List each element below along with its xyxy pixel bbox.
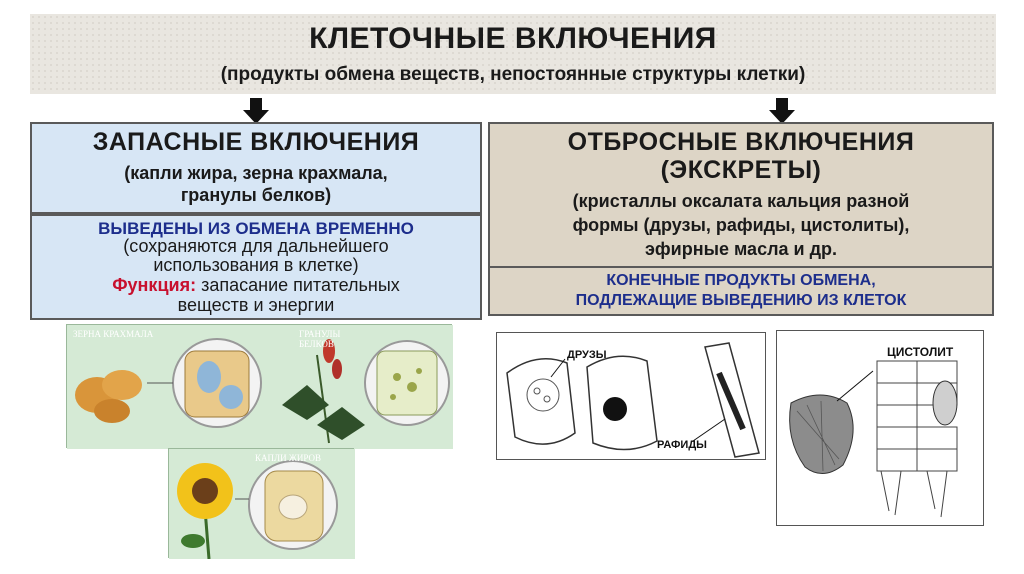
final-line1: КОНЕЧНЫЕ ПРОДУКТЫ ОБМЕНА, — [606, 272, 876, 289]
function-text1: запасание питательных — [201, 275, 400, 295]
final-line2: ПОДЛЕЖАЩИЕ ВЫВЕДЕНИЮ ИЗ КЛЕТОК — [575, 292, 907, 309]
excretory-desc-line2: формы (друзы, рафиды, цистолиты), — [572, 215, 910, 235]
removed-temporarily-text: ВЫВЕДЕНЫ ИЗ ОБМЕНА ВРЕМЕННО — [98, 219, 414, 238]
protein-label1: ГРАНУЛЫ — [299, 329, 341, 339]
druzy-label: ДРУЗЫ — [567, 349, 607, 361]
starch-protein-figure — [66, 324, 452, 448]
druzy-raphids-figure — [496, 332, 766, 460]
excretory-desc-line1: (кристаллы оксалата кальция разной — [572, 191, 910, 211]
page-subtitle: (продукты обмена веществ, непостоянные структуры клетки) — [220, 64, 806, 85]
protein-label2: БЕЛКОВ — [299, 339, 334, 349]
cystolith-illustration — [777, 331, 985, 527]
cystolith-figure — [776, 330, 984, 526]
excretory-desc-line3: эфирные масла и др. — [644, 239, 838, 259]
druzy-raphids-illustration — [497, 333, 767, 461]
header-banner — [30, 14, 996, 94]
storage-inclusions-box — [30, 122, 482, 214]
raphids-label: РАФИДЫ — [657, 439, 707, 451]
cystolith-label: ЦИСТОЛИТ — [887, 345, 954, 359]
excretory-heading2: (ЭКСКРЕТЫ) — [660, 156, 822, 184]
storage-desc-line2: гранулы белков) — [180, 185, 332, 205]
excretory-inclusions-box — [488, 122, 994, 268]
function-label: Функция: — [112, 275, 197, 295]
kept-line2: использования в клетке) — [153, 255, 359, 275]
fat-label: КАПЛИ ЖИРОВ — [255, 453, 322, 463]
fat-droplets-figure — [168, 448, 354, 558]
excretory-heading1: ОТБРОСНЫЕ ВКЛЮЧЕНИЯ — [567, 128, 915, 156]
storage-desc-line1: (капли жира, зерна крахмала, — [124, 163, 388, 183]
final-products-box — [488, 266, 994, 316]
starch-label: ЗЕРНА КРАХМАЛА — [73, 329, 154, 339]
sunflower-fat-illustration — [169, 449, 355, 559]
slide — [30, 14, 996, 566]
starch-protein-illustration — [67, 325, 453, 449]
kept-line1: (сохраняются для дальнейшего — [123, 236, 389, 256]
page-title: КЛЕТОЧНЫЕ ВКЛЮЧЕНИЯ — [309, 22, 717, 55]
storage-heading: ЗАПАСНЫЕ ВКЛЮЧЕНИЯ — [92, 128, 420, 156]
function-line — [32, 275, 480, 295]
function-text2: веществ и энергии — [177, 295, 335, 315]
storage-details-box — [30, 214, 482, 320]
